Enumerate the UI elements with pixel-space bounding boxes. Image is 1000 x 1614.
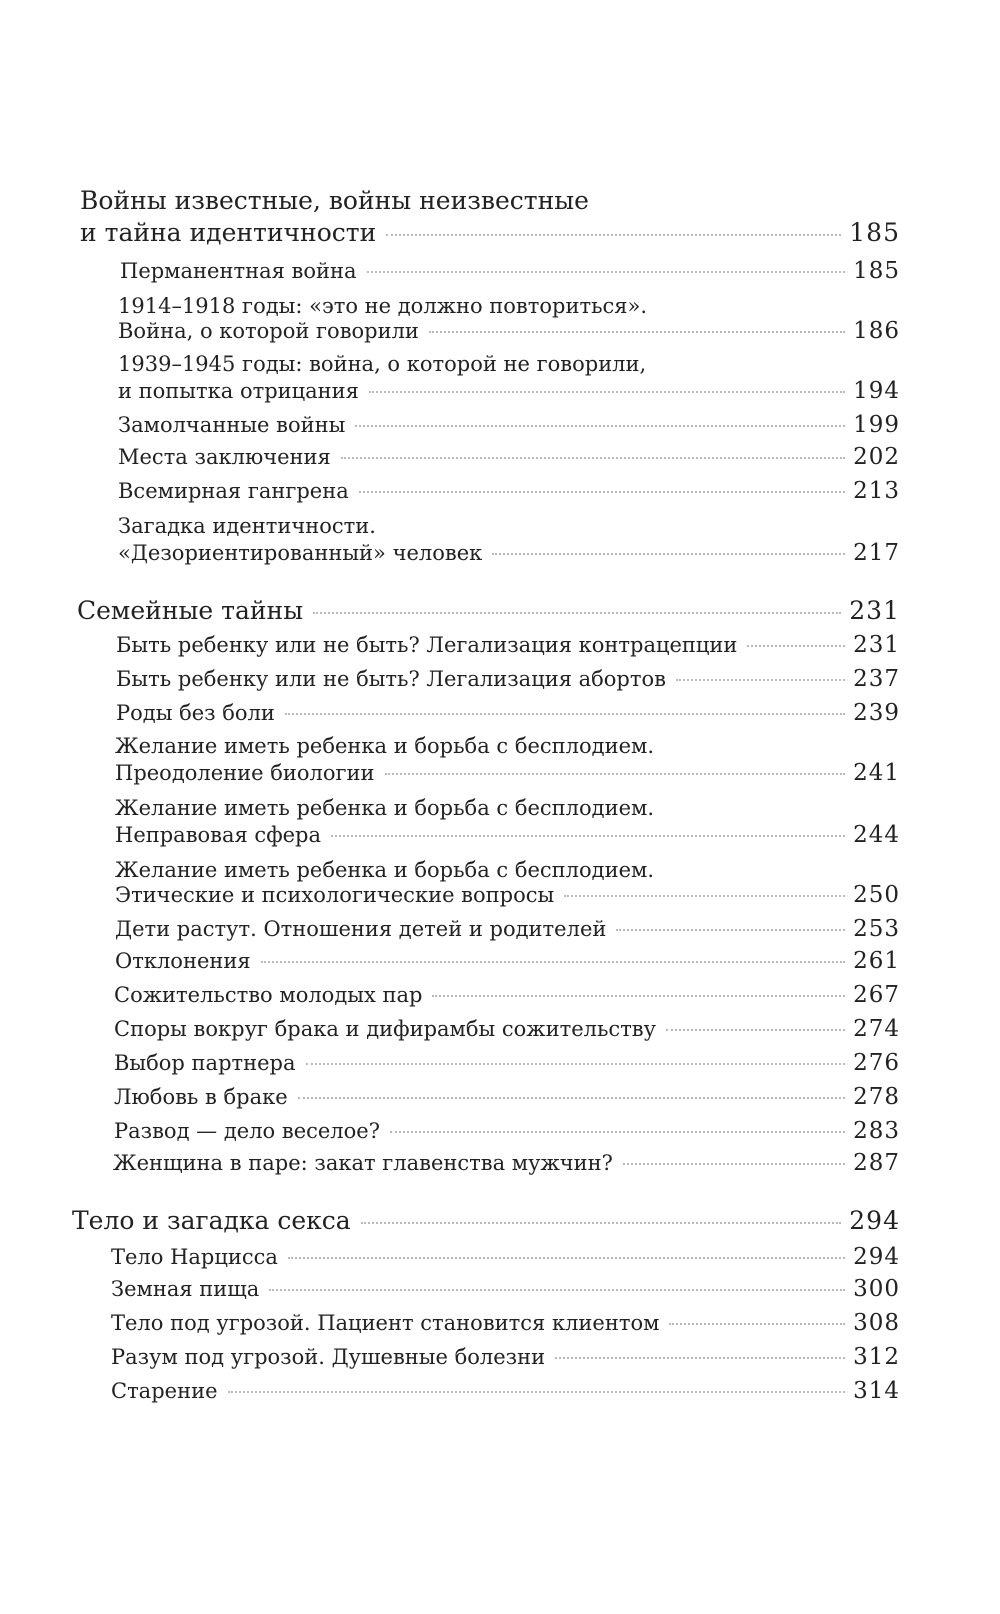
section-entry	[116, 666, 900, 692]
section-title-line1: 1914–1918 годы: «это не должно повториться».	[118, 294, 648, 318]
page-number: 287	[853, 1150, 900, 1176]
section-entry	[114, 1050, 900, 1076]
leader-dots	[429, 331, 845, 333]
page-number: 267	[853, 982, 900, 1008]
page-number: 241	[853, 760, 900, 786]
section-entry	[114, 1084, 900, 1110]
chapter-entry	[72, 1206, 900, 1235]
chapter-title: Семейные тайны	[77, 596, 304, 625]
section-title: Разум под угрозой. Душевные болезни	[111, 1345, 546, 1369]
leader-dots	[298, 1097, 845, 1099]
page-number: 199	[853, 412, 900, 438]
section-title-line1: Загадка идентичности.	[118, 514, 376, 538]
leader-dots	[285, 713, 845, 715]
page-number: 185	[849, 218, 900, 247]
section-title-line1: 1939–1945 годы: война, о которой не говорили,	[118, 352, 647, 376]
page-number: 213	[853, 478, 900, 504]
page-number: 250	[853, 882, 900, 908]
leader-dots	[747, 645, 845, 647]
section-entry	[116, 700, 900, 726]
leader-dots	[228, 1391, 846, 1393]
section-entry	[115, 882, 900, 908]
section-entry	[116, 632, 900, 658]
section-entry	[118, 478, 900, 504]
page-number: 194	[853, 378, 900, 404]
chapter-entry	[77, 596, 900, 625]
page-number: 294	[849, 1206, 900, 1235]
section-title: Женщина в паре: закат главенства мужчин?	[113, 1151, 613, 1175]
section-entry	[111, 1344, 900, 1370]
leader-dots	[669, 1323, 845, 1325]
leader-dots	[341, 457, 845, 459]
section-entry	[118, 444, 900, 470]
page-number: 308	[853, 1310, 900, 1336]
section-entry	[118, 540, 900, 566]
section-entry	[113, 1150, 900, 1176]
leader-dots	[331, 835, 845, 837]
leader-dots	[385, 773, 846, 775]
section-entry	[120, 258, 900, 284]
section-entry	[114, 1016, 900, 1042]
leader-dots	[359, 491, 845, 493]
page-number: 202	[853, 444, 900, 470]
section-entry	[118, 378, 900, 404]
leader-dots	[288, 1257, 845, 1259]
section-entry	[111, 1378, 900, 1404]
leader-dots	[313, 612, 841, 614]
section-title: Развод — дело веселое?	[114, 1119, 380, 1143]
leader-dots	[616, 929, 845, 931]
leader-dots	[261, 961, 845, 963]
chapter-title-line	[80, 218, 900, 247]
section-title: Тело под угрозой. Пациент становится клиентом	[111, 1311, 660, 1335]
leader-dots	[390, 1131, 845, 1133]
section-title: Места заключения	[118, 445, 331, 469]
section-entry	[118, 318, 900, 344]
page-number: 231	[849, 596, 900, 625]
section-title-line1: Желание иметь ребенка и борьба с бесплодием.	[115, 734, 655, 758]
leader-dots	[369, 391, 845, 393]
section-title: Быть ребенку или не быть? Легализация абортов	[116, 667, 666, 691]
section-title: Всемирная гангрена	[118, 479, 349, 503]
page-number: 185	[853, 258, 900, 284]
section-title: Сожительство молодых пар	[114, 983, 423, 1007]
section-title: Любовь в браке	[114, 1085, 288, 1109]
section-title: Перманентная война	[120, 259, 357, 283]
section-title: Земная пища	[111, 1277, 260, 1301]
leader-dots	[269, 1289, 845, 1291]
chapter-title: Тело и загадка секса	[72, 1206, 351, 1235]
section-title: Старение	[111, 1379, 218, 1403]
leader-dots	[666, 1029, 845, 1031]
section-entry	[115, 760, 900, 786]
chapter-title-line1: Войны известные, войны неизвестные	[80, 186, 589, 215]
leader-dots	[432, 995, 845, 997]
page-number: 239	[853, 700, 900, 726]
page-number: 314	[853, 1378, 900, 1404]
leader-dots	[623, 1163, 845, 1165]
page-number: 300	[853, 1276, 900, 1302]
section-title-line1: Желание иметь ребенка и борьба с бесплодием.	[115, 796, 655, 820]
section-title: Тело Нарцисса	[111, 1245, 278, 1269]
leader-dots	[306, 1063, 846, 1065]
section-title: Неправовая сфера	[115, 823, 322, 847]
page-number: 244	[853, 822, 900, 848]
section-title-line1: Желание иметь ребенка и борьба с бесплодием.	[115, 858, 655, 882]
section-entry	[115, 948, 900, 974]
page-number: 283	[853, 1118, 900, 1144]
section-title: Война, о которой говорили	[118, 319, 419, 343]
section-title: Быть ребенку или не быть? Легализация контрацепции	[116, 633, 738, 657]
leader-dots	[355, 425, 845, 427]
section-title: и попытка отрицания	[118, 379, 359, 403]
page-number: 312	[853, 1344, 900, 1370]
leader-dots	[367, 271, 846, 273]
chapter-title: и тайна идентичности	[80, 218, 377, 247]
section-title: Роды без боли	[116, 701, 275, 725]
page-number: 237	[853, 666, 900, 692]
page-number: 186	[853, 318, 900, 344]
section-entry	[111, 1244, 900, 1270]
section-title: Замолчанные войны	[118, 413, 346, 437]
section-entry	[115, 822, 900, 848]
page-number: 217	[853, 540, 900, 566]
page-number: 253	[853, 916, 900, 942]
section-entry	[114, 982, 900, 1008]
section-title: Этические и психологические вопросы	[115, 883, 555, 907]
section-title: Споры вокруг брака и дифирамбы сожительству	[114, 1017, 656, 1041]
section-title: Дети растут. Отношения детей и родителей	[115, 917, 607, 941]
section-title: Преодоление биологии	[115, 761, 375, 785]
section-entry	[111, 1276, 900, 1302]
section-title: «Дезориентированный» человек	[118, 541, 483, 565]
leader-dots	[492, 553, 845, 555]
leader-dots	[564, 895, 845, 897]
leader-dots	[386, 234, 841, 236]
page-number: 278	[853, 1084, 900, 1110]
page-number: 276	[853, 1050, 900, 1076]
page-number: 231	[853, 632, 900, 658]
section-entry	[114, 1118, 900, 1144]
page-number: 294	[853, 1244, 900, 1270]
leader-dots	[676, 679, 845, 681]
section-title: Выбор партнера	[114, 1051, 296, 1075]
leader-dots	[555, 1357, 845, 1359]
page-number: 274	[853, 1016, 900, 1042]
section-entry	[115, 916, 900, 942]
section-title: Отклонения	[115, 949, 251, 973]
section-entry	[111, 1310, 900, 1336]
leader-dots	[361, 1222, 842, 1224]
page-number: 261	[853, 948, 900, 974]
section-entry	[118, 412, 900, 438]
